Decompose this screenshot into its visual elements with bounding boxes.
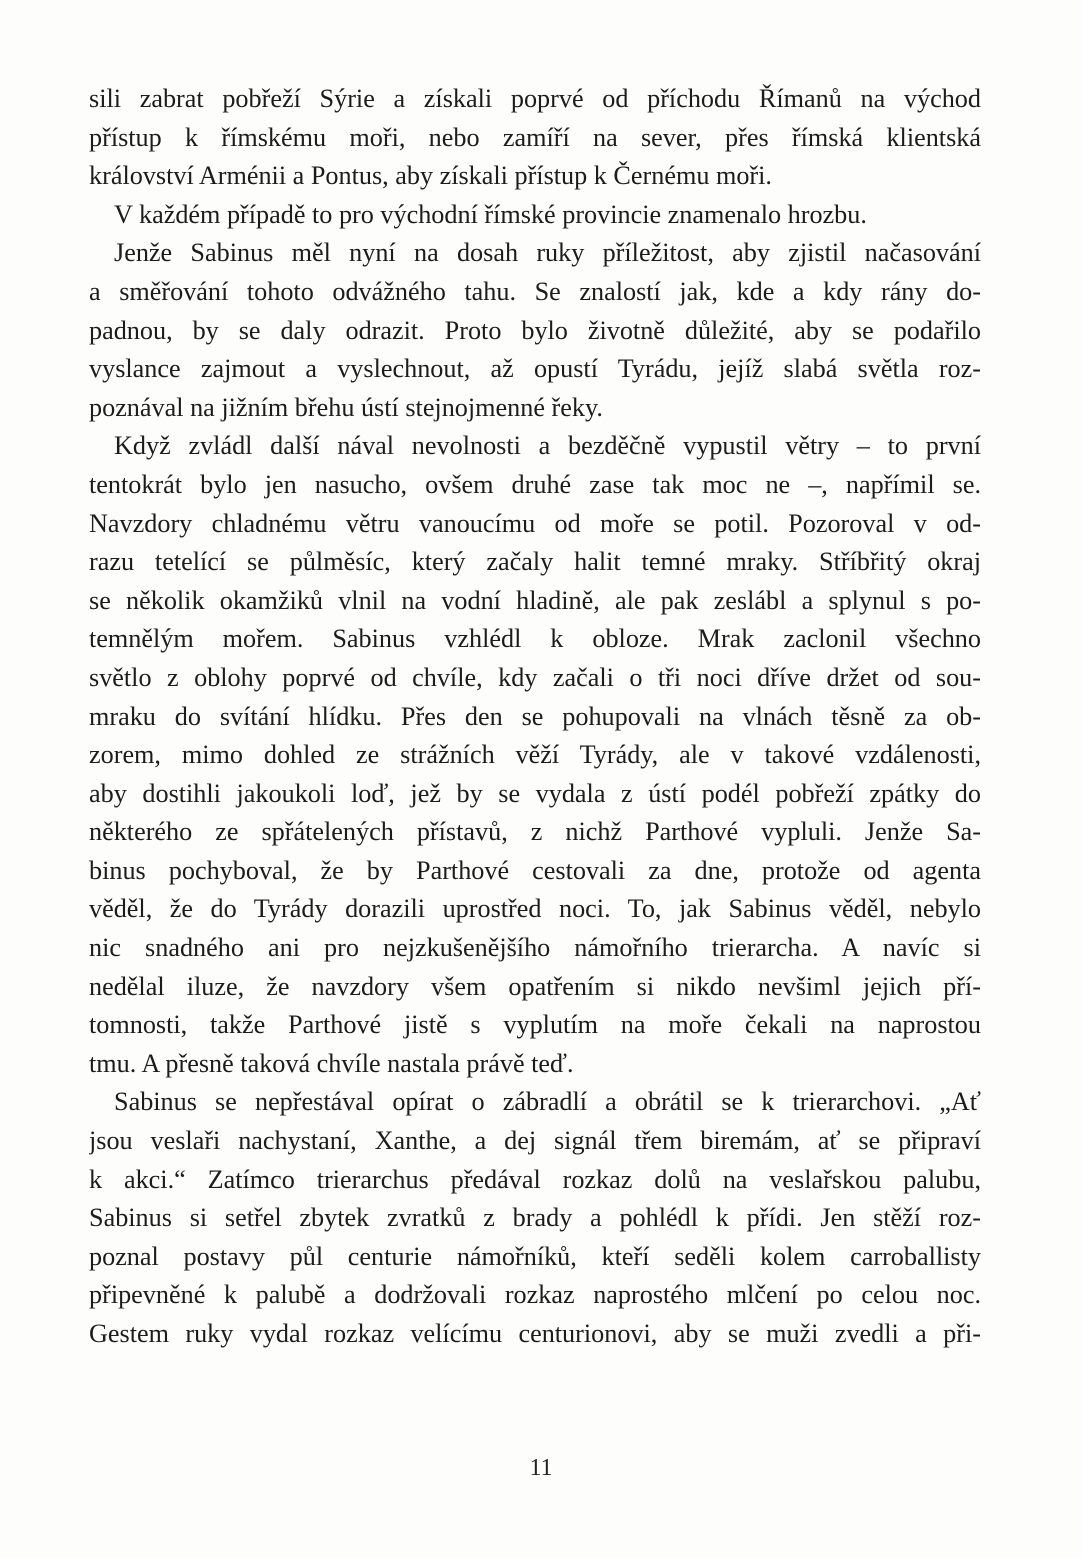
- text-line: k akci.“ Zatímco trierarchus předával rozkaz dolů na veslařskou palubu,: [89, 1164, 981, 1194]
- text-line: padnou, by se daly odrazit. Proto bylo životně důležité, aby se podařilo: [89, 315, 981, 345]
- page-number: 11: [529, 1455, 553, 1481]
- paragraph-start-line: Když zvládl další nával nevolnosti a bezděčně vypustil větry – to první: [114, 431, 981, 461]
- text-line: království Arménii a Pontus, aby získali přístup k Černému moři.: [89, 161, 772, 191]
- text-line: jsou veslaři nachystaní, Xanthe, a dej signál třem biremám, ať se připraví: [89, 1126, 981, 1156]
- text-line: tentokrát bylo jen nasucho, ovšem druhé zase tak moc ne –, napřímil se.: [89, 469, 981, 499]
- text-line: a směřování tohoto odvážného tahu. Se znalostí jak, kde a kdy rány do-: [89, 276, 981, 306]
- text-line: Gestem ruky vydal rozkaz velícímu centurionovi, aby se muži zvedli a při-: [89, 1319, 981, 1348]
- paragraph-start-line: V každém případě to pro východní římské provincie znamenalo hrozbu.: [114, 199, 867, 229]
- text-line: razu tetelící se půlměsíc, který začaly halit temné mraky. Stříbřitý okraj: [89, 547, 981, 577]
- text-line: temnělým mořem. Sabinus vzhlédl k obloze. Mrak zaclonil všechno: [89, 624, 981, 654]
- text-line: poznal postavy půl centurie námořníků, kteří seděli kolem carroballisty: [89, 1241, 981, 1271]
- text-line: se několik okamžiků vlnil na vodní hladině, ale pak zeslábl a splynul s po-: [89, 585, 981, 615]
- text-line: aby dostihli jakoukoli loď, jež by se vydala z ústí podél pobřeží zpátky do: [89, 778, 981, 808]
- text-line: přístup k římskému moři, nebo zamíří na sever, přes římská klientská: [89, 122, 981, 152]
- text-line: světlo z oblohy poprvé od chvíle, kdy začali o tři noci dříve držet od sou-: [89, 662, 981, 692]
- text-line: připevněné k palubě a dodržovali rozkaz naprostého mlčení po celou noc.: [89, 1280, 981, 1310]
- text-line: věděl, že do Tyrády dorazili uprostřed noci. To, jak Sabinus věděl, nebylo: [89, 894, 981, 924]
- text-line: tmu. A přesně taková chvíle nastala právě teď.: [89, 1048, 574, 1078]
- text-line: binus pochyboval, že by Parthové cestovali za dne, protože od agenta: [89, 855, 981, 885]
- text-line: poznával na jižním břehu ústí stejnojmenné řeky.: [89, 392, 603, 422]
- text-line: nic snadného ani pro nejzkušenějšího námořního trierarcha. A navíc si: [89, 933, 981, 963]
- text-line: zorem, mimo dohled ze strážních věží Tyrády, ale v takové vzdálenosti,: [89, 740, 981, 770]
- text-line: mraku do svítání hlídku. Přes den se pohupovali na vlnách těsně za ob-: [89, 701, 981, 731]
- text-line: vyslance zajmout a vyslechnout, až opustí Tyrádu, jejíž slabá světla roz-: [89, 354, 981, 384]
- paragraph-start-line: Sabinus se nepřestával opírat o zábradlí a obrátil se k trierarchovi. „Ať: [114, 1087, 981, 1117]
- text-line: Sabinus si setřel zbytek zvratků z brady a pohlédl k přídi. Jen stěží roz-: [89, 1203, 981, 1233]
- text-line: Navzdory chladnému větru vanoucímu od moře se potil. Pozoroval v od-: [89, 508, 981, 538]
- text-line: tomnosti, takže Parthové jistě s vyplutím na moře čekali na naprostou: [89, 1010, 981, 1040]
- body-text: [89, 80, 981, 1354]
- text-line: sili zabrat pobřeží Sýrie a získali poprvé od příchodu Římanů na východ: [89, 84, 981, 113]
- text-line: některého ze spřátelených přístavů, z nichž Parthové vypluli. Jenže Sa-: [89, 817, 981, 847]
- paragraph-start-line: Jenže Sabinus měl nyní na dosah ruky příležitost, aby zjistil načasování: [114, 238, 981, 268]
- text-line: nedělal iluze, že navzdory všem opatřením si nikdo nevšiml jejich pří-: [89, 971, 981, 1001]
